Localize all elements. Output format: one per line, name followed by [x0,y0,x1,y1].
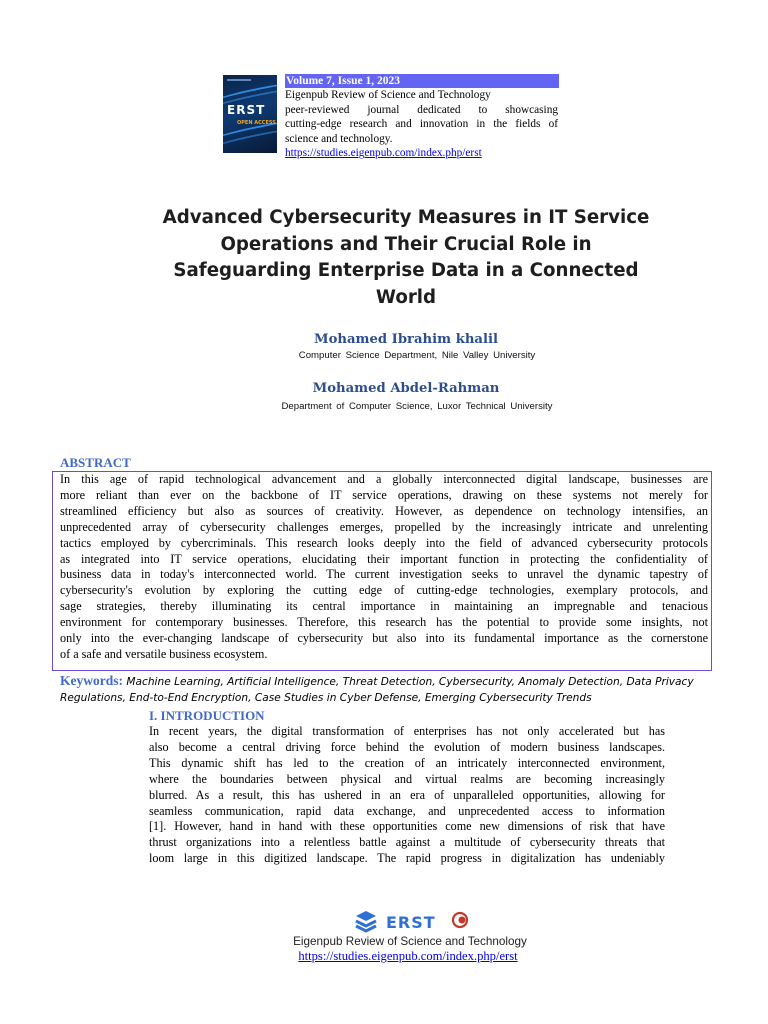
footer-url-link[interactable]: https://studies.eigenpub.com/index.php/erst [298,949,518,963]
paper-title [150,205,662,311]
author-name: Mohamed Abdel-Rahman [312,381,500,396]
journal-cover-image [223,75,277,153]
title-line: Advanced Cybersecurity Measures in IT Service [162,207,650,228]
keywords-text: Machine Learning, Artificial Intelligence, Threat Detection, Cybersecurity, Anomaly Detection, Data Privacy Regulations, End-to-End Encryption, Case Studies in Cyber Defense, Emerging Cybersecurity Trends [60,676,694,704]
abstract-line: cybersecurity's evolution by exploring the cutting edge of cutting-edge technologies, exemplary protocols, and [60,583,708,598]
abstract-line: tactics employed by cybercriminals. This research looks deeply into the field of advanced cybersecurity protocols [60,535,708,550]
author-name: Mohamed Ibrahim khalil [313,332,498,347]
abstract-body [60,472,708,663]
author-affiliation: Computer Science Department, Nile Valley University [298,350,536,361]
abstract-line: business data in today's interconnected world. The current investigation seeks to unravel the dynamic tapestry of [60,567,708,582]
footer-journal-name: Eigenpub Review of Science and Technology [293,935,527,948]
journal-name: Eigenpub Review of Science and Technology [285,89,491,101]
introduction-line: [1]. However, hand in hand with these opportunities come new dimensions of risk that have [149,819,665,834]
stack-layers-icon [352,908,472,934]
volume-issue-banner: Volume 7, Issue 1, 2023 [285,74,559,88]
abstract-line: unprecedented array of cybersecurity challenges emerges, propelled by the increasingly intricate and unrelenting [60,519,708,534]
abstract-line: streamlined efficiency but also as sources of creativity. However, as dependence on technology intensifies, an [60,503,708,518]
introduction-line: In recent years, the digital transformation of enterprises has not only accelerated but has [149,724,665,738]
abstract-line: In this age of rapid technological advancement and a globally interconnected digital landscape, businesses are [60,472,708,486]
cover-badge-text: OPEN ACCESS [237,120,276,126]
abstract-line: as integrated into IT service operations, elucidating their important function in protecting the confidentiality of [60,551,708,566]
journal-description-line: peer-reviewed journal dedicated to showcasing [285,103,558,116]
introduction-line: loom large in this digitized landscape. The rapid progress in digitalization has undeniably [149,851,665,866]
abstract-line: of a safe and versatile business ecosystem. [60,646,268,661]
journal-url-link[interactable]: https://studies.eigenpub.com/index.php/erst [285,147,482,160]
author-affiliation: Department of Computer Science, Luxor Technical University [281,401,553,412]
introduction-heading: I. INTRODUCTION [149,708,265,723]
abstract-heading: ABSTRACT [60,455,131,470]
introduction-line: thrust organizations into a relentless battle against a multitude of cybersecurity threats that [149,835,665,850]
introduction-line: where the boundaries between physical and virtual realms are becoming increasingly [149,771,665,786]
journal-description-line: cutting-edge research and innovation in the fields of [285,118,558,131]
introduction-line: blurred. As a result, this has ushered in an era of unparalleled opportunities, allowing for [149,787,665,802]
journal-description-line: science and technology. [285,132,393,145]
abstract-line: more reliant than ever on the backbone of IT service operations, drawing on these systems not merely for [60,487,708,502]
introduction-body [149,724,665,867]
cover-logo-text: ERST [227,103,266,117]
footer-logos [352,908,472,934]
keywords [60,673,720,706]
title-line: Operations and Their Crucial Role in [220,233,592,255]
title-line: Safeguarding Enterprise Data in a Connected [173,260,639,281]
abstract-line: sage strategies, thereby illuminating its central importance in maintaining an impregnable and tenacious [60,599,708,614]
introduction-line: also become a central driving force behind the evolution of modern business landscapes. [149,739,665,754]
abstract-line: only into the ever-changing landscape of cybersecurity but also into its fundamental importance as the cornerstone [60,631,708,646]
keywords-label: Keywords: [60,673,123,688]
title-line: World [375,286,437,308]
abstract-line: environment for contemporary businesses. Therefore, this research has the potential to provide some insights, not [60,615,708,630]
introduction-line: This dynamic shift has led to the creation of an intricately interconnected environment, [149,755,665,770]
introduction-line: seamless communication, rapid data exchange, and unprecedented access to information [149,803,665,818]
footer-logo-text: ERST [386,913,436,932]
journal-info [285,88,558,161]
